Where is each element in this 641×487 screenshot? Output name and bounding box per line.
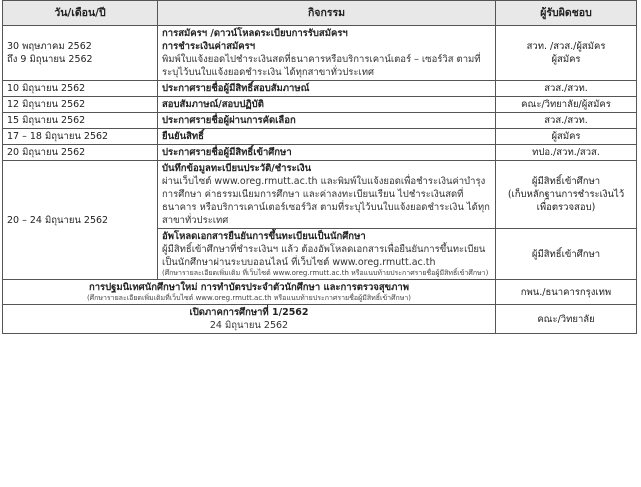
activity-title: การชำระเงินค่าสมัครฯ bbox=[162, 41, 256, 52]
row-date: 20 มิถุนายน 2562 bbox=[3, 145, 158, 161]
row-activity bbox=[158, 145, 496, 161]
row-activity bbox=[158, 229, 496, 280]
row-responsible: สวส./สวท. bbox=[496, 113, 637, 129]
table-header-row bbox=[3, 1, 637, 26]
activity-description: ผู้มีสิทธิ์เข้าศึกษาที่ชำระเงินฯ แล้ว ต้องอัพโหลดเอกสารเพื่อยืนยันการขึ้นทะเบียนเป็นนักศึกษาผ่านระบบออนไลน์ ที่เว็บไซต์ www.oreg.rmutt.ac.th bbox=[162, 244, 486, 268]
activity-title: อัพโหลดเอกสารยืนยันการขึ้นทะเบียนเป็นนักศึกษา bbox=[162, 231, 366, 242]
orientation-note: (ศึกษารายละเอียดเพิ่มเติมที่เว็บไซต์ www.oreg.rmutt.ac.th หรือแนบท้ายประกาศรายชื่อผู้มีสิทธิ์เข้าศึกษา) bbox=[86, 294, 412, 302]
row-activity bbox=[158, 26, 496, 81]
table-row bbox=[3, 26, 637, 81]
activity-title: การสมัครฯ /ดาวน์โหลดระเบียบการรับสมัครฯ bbox=[162, 28, 348, 39]
activity-note: (ศึกษารายละเอียดเพิ่มเติม ที่เว็บไซต์ www.oreg.rmutt.ac.th หรือแนบท้ายประกาศรายชื่อผู้มีสิทธิ์เข้าศึกษา) bbox=[162, 269, 489, 277]
row-activity bbox=[158, 81, 496, 97]
row-responsible: คณะ/วิทยาลัย/ผู้สมัคร bbox=[496, 97, 637, 113]
row-date: 17 – 18 มิถุนายน 2562 bbox=[3, 129, 158, 145]
table-row-orientation bbox=[3, 280, 637, 305]
admission-schedule-table bbox=[2, 0, 637, 334]
row-date: 10 มิถุนายน 2562 bbox=[3, 81, 158, 97]
table-row bbox=[3, 81, 637, 97]
table-row bbox=[3, 161, 637, 229]
table-row bbox=[3, 129, 637, 145]
activity-description: ผ่านเว็บไซต์ www.oreg.rmutt.ac.th และพิมพ์ใบแจ้งยอดเพื่อชำระเงินค่าบำรุงการศึกษา ค่าธรรมเนียมการศึกษา และค่าลงทะเบียนเรียน ไปชำระเงินสดที่ธนาคาร หรือบริการเคาน์เตอร์เซอร์วิส ตามที่ระบุไว้บนใบแจ้งยอดชำระเงิน ได้ทุกสาขาทั่วประเทศ bbox=[162, 176, 490, 226]
activity-title: ประกาศรายชื่อผู้มีสิทธิ์เข้าศึกษา bbox=[162, 147, 292, 158]
row-date: 20 – 24 มิถุนายน 2562 bbox=[3, 161, 158, 280]
row-activity bbox=[158, 161, 496, 229]
header-date: วัน/เดือน/ปี bbox=[3, 1, 158, 26]
row-activity bbox=[158, 129, 496, 145]
table-row bbox=[3, 145, 637, 161]
table-row bbox=[3, 97, 637, 113]
semester-date: 24 มิถุนายน 2562 bbox=[209, 320, 289, 331]
row-activity bbox=[158, 97, 496, 113]
row-responsible: ผู้สมัคร bbox=[496, 129, 637, 145]
row-date: 15 มิถุนายน 2562 bbox=[3, 113, 158, 129]
activity-title: ประกาศรายชื่อผู้ผ่านการคัดเลือก bbox=[162, 115, 296, 126]
activity-title: สอบสัมภาษณ์/สอบปฏิบัติ bbox=[162, 99, 264, 110]
orientation-activity bbox=[3, 280, 496, 305]
activity-title: ยืนยันสิทธิ์ bbox=[162, 131, 204, 142]
activity-title: บันทึกข้อมูลทะเบียนประวัติ/ชำระเงิน bbox=[162, 163, 312, 174]
activity-title: ประกาศรายชื่อผู้มีสิทธิ์สอบสัมภาษณ์ bbox=[162, 83, 310, 94]
row-responsible: คณะ/วิทยาลัย bbox=[496, 305, 637, 334]
semester-title: เปิดภาคการศึกษาที่ 1/2562 bbox=[189, 307, 309, 318]
row-date: 12 มิถุนายน 2562 bbox=[3, 97, 158, 113]
header-responsible: ผู้รับผิดชอบ bbox=[496, 1, 637, 26]
row-responsible: ผู้มีสิทธิ์เข้าศึกษา bbox=[496, 229, 637, 280]
orientation-title: การปฐมนิเทศนักศึกษาใหม่ การทำบัตรประจำตัวนักศึกษา และการตรวจสุขภาพ bbox=[88, 282, 410, 293]
table-body bbox=[3, 26, 637, 334]
table-row bbox=[3, 113, 637, 129]
table-row-semester bbox=[3, 305, 637, 334]
semester-activity bbox=[3, 305, 496, 334]
activity-description: พิมพ์ใบแจ้งยอดไปชำระเงินสดที่ธนาคารหรือบริการเคาน์เตอร์ – เซอร์วิส ตามที่ระบุไว้บนใบแจ้งยอดชำระเงิน ได้ทุกสาขาทั่วประเทศ bbox=[162, 54, 481, 78]
row-date: 30 พฤษภาคม 2562 ถึง 9 มิถุนายน 2562 bbox=[3, 26, 158, 81]
row-responsible: กพน./ธนาคารกรุงเทพ bbox=[496, 280, 637, 305]
header-activity: กิจกรรม bbox=[158, 1, 496, 26]
row-responsible: ทปอ./สวท./สวส. bbox=[496, 145, 637, 161]
row-responsible: สวท. /สวส./ผู้สมัคร ผู้สมัคร bbox=[496, 26, 637, 81]
row-responsible: สวส./สวท. bbox=[496, 81, 637, 97]
row-activity bbox=[158, 113, 496, 129]
row-responsible: ผู้มีสิทธิ์เข้าศึกษา (เก็บหลักฐานการชำระเงินไว้ เพื่อตรวจสอบ) bbox=[496, 161, 637, 229]
